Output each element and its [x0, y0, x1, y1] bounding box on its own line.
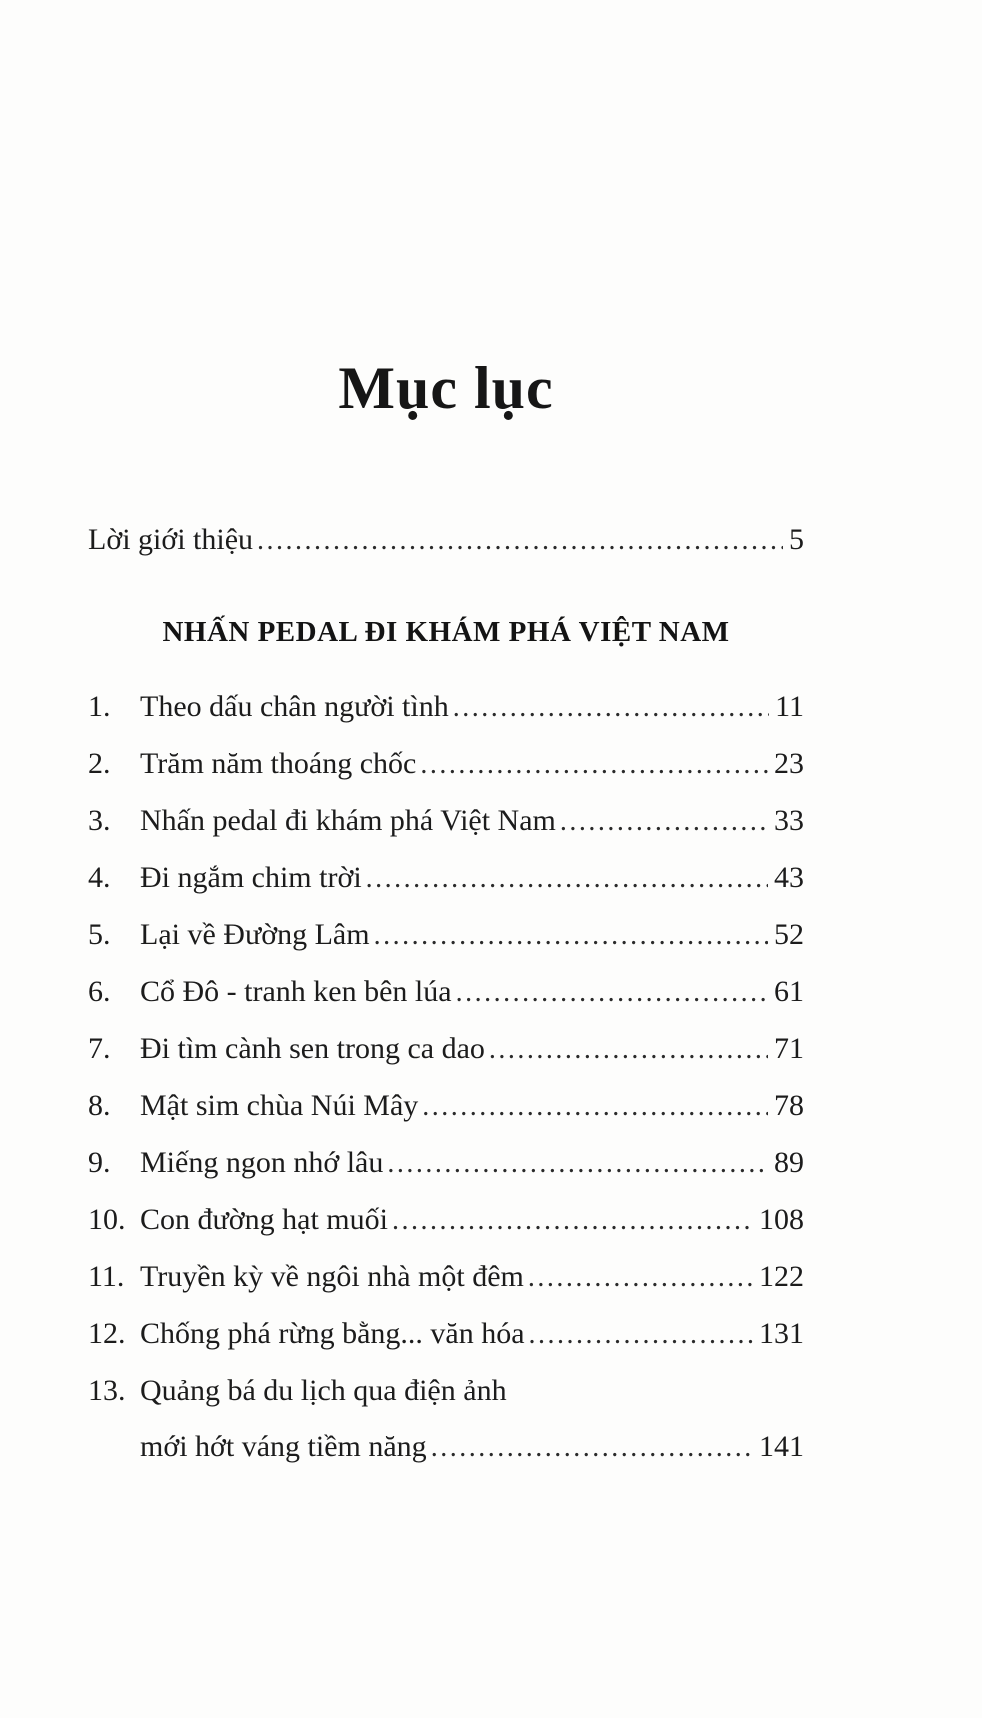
toc-entry-page: 78 — [774, 1089, 804, 1122]
toc-content — [88, 0, 804, 1476]
dot-leader — [453, 689, 769, 726]
dot-leader — [366, 860, 768, 897]
toc-entry-number: 9. — [88, 1146, 111, 1179]
toc-entry-page: 5 — [789, 523, 804, 556]
toc-entry — [88, 1363, 804, 1419]
dot-leader — [529, 1316, 753, 1353]
toc-entry-title-line2: mới hớt váng tiềm năng — [140, 1430, 427, 1463]
dot-leader — [257, 522, 783, 559]
toc-entry-number: 1. — [88, 690, 111, 723]
toc-entry-continuation — [88, 1419, 804, 1476]
toc-entry-number: 5. — [88, 918, 111, 951]
toc-entry-title: Lại về Đường Lâm — [140, 918, 370, 951]
toc-entry-intro — [88, 512, 804, 569]
toc-entry-title: Miếng ngon nhớ lâu — [140, 1146, 384, 1179]
toc-entry-page: 23 — [774, 747, 804, 780]
toc-entry-page: 71 — [774, 1032, 804, 1065]
toc-entry-page: 11 — [775, 690, 804, 723]
toc-entry-number: 12. — [88, 1317, 126, 1350]
toc-entry-page: 52 — [774, 918, 804, 951]
toc-entry-number: 7. — [88, 1032, 111, 1065]
toc-entry-page: 61 — [774, 975, 804, 1008]
toc-entry-title: Mật sim chùa Núi Mây — [140, 1089, 419, 1122]
toc-entry-title: Đi tìm cành sen trong ca dao — [140, 1032, 485, 1065]
dot-leader — [456, 974, 768, 1011]
toc-entry-title: Quảng bá du lịch qua điện ảnh — [140, 1374, 507, 1407]
toc-entry-page: 131 — [759, 1317, 804, 1350]
toc-entry-number: 13. — [88, 1374, 126, 1407]
toc-entry — [88, 1249, 804, 1306]
toc-entry — [88, 1306, 804, 1363]
toc-entry-title: Nhấn pedal đi khám phá Việt Nam — [140, 804, 556, 837]
toc-entry-title: Cổ Đô - tranh ken bên lúa — [140, 975, 452, 1008]
dot-leader — [374, 917, 768, 954]
toc-entry — [88, 907, 804, 964]
toc-entry-page: 33 — [774, 804, 804, 837]
page-title: Mục lục — [338, 355, 554, 421]
toc-entry-list — [88, 679, 804, 1476]
toc-entry-page: 43 — [774, 861, 804, 894]
toc-entry-number: 4. — [88, 861, 111, 894]
toc-entry — [88, 736, 804, 793]
toc-entry-number: 8. — [88, 1089, 111, 1122]
dot-leader — [489, 1031, 768, 1068]
dot-leader — [431, 1429, 753, 1466]
toc-entry-title: Lời giới thiệu — [88, 523, 254, 556]
toc-entry-title: Con đường hạt muối — [140, 1203, 388, 1236]
toc-entry — [88, 1078, 804, 1135]
toc-entry-number: 10. — [88, 1203, 126, 1236]
toc-entry-title: Trăm năm thoáng chốc — [140, 747, 417, 780]
section-heading: NHẤN PEDAL ĐI KHÁM PHÁ VIỆT NAM — [162, 616, 730, 648]
dot-leader — [420, 746, 768, 783]
toc-entry-number: 3. — [88, 804, 111, 837]
toc-entry-page: 141 — [759, 1430, 804, 1463]
toc-entry-number: 11. — [88, 1260, 125, 1293]
toc-entry — [88, 1192, 804, 1249]
dot-leader — [392, 1202, 753, 1239]
toc-entry — [88, 1021, 804, 1078]
dot-leader — [528, 1259, 753, 1296]
dot-leader — [387, 1145, 768, 1182]
toc-entry-title: Chống phá rừng bằng... văn hóa — [140, 1317, 525, 1350]
toc-entry-number: 6. — [88, 975, 111, 1008]
toc-entry — [88, 1135, 804, 1192]
dot-leader — [422, 1088, 768, 1125]
toc-entry — [88, 850, 804, 907]
dot-leader — [560, 803, 768, 840]
toc-entry — [88, 964, 804, 1021]
toc-entry-title: Theo dấu chân người tình — [140, 690, 449, 723]
toc-entry — [88, 793, 804, 850]
toc-entry-number: 2. — [88, 747, 111, 780]
toc-entry-title: Truyền kỳ về ngôi nhà một đêm — [140, 1260, 524, 1293]
toc-entry-title: Đi ngắm chim trời — [140, 861, 362, 894]
toc-entry-page: 89 — [774, 1146, 804, 1179]
toc-entry — [88, 679, 804, 736]
toc-entry-page: 122 — [759, 1260, 804, 1293]
toc-entry-page: 108 — [759, 1203, 804, 1236]
